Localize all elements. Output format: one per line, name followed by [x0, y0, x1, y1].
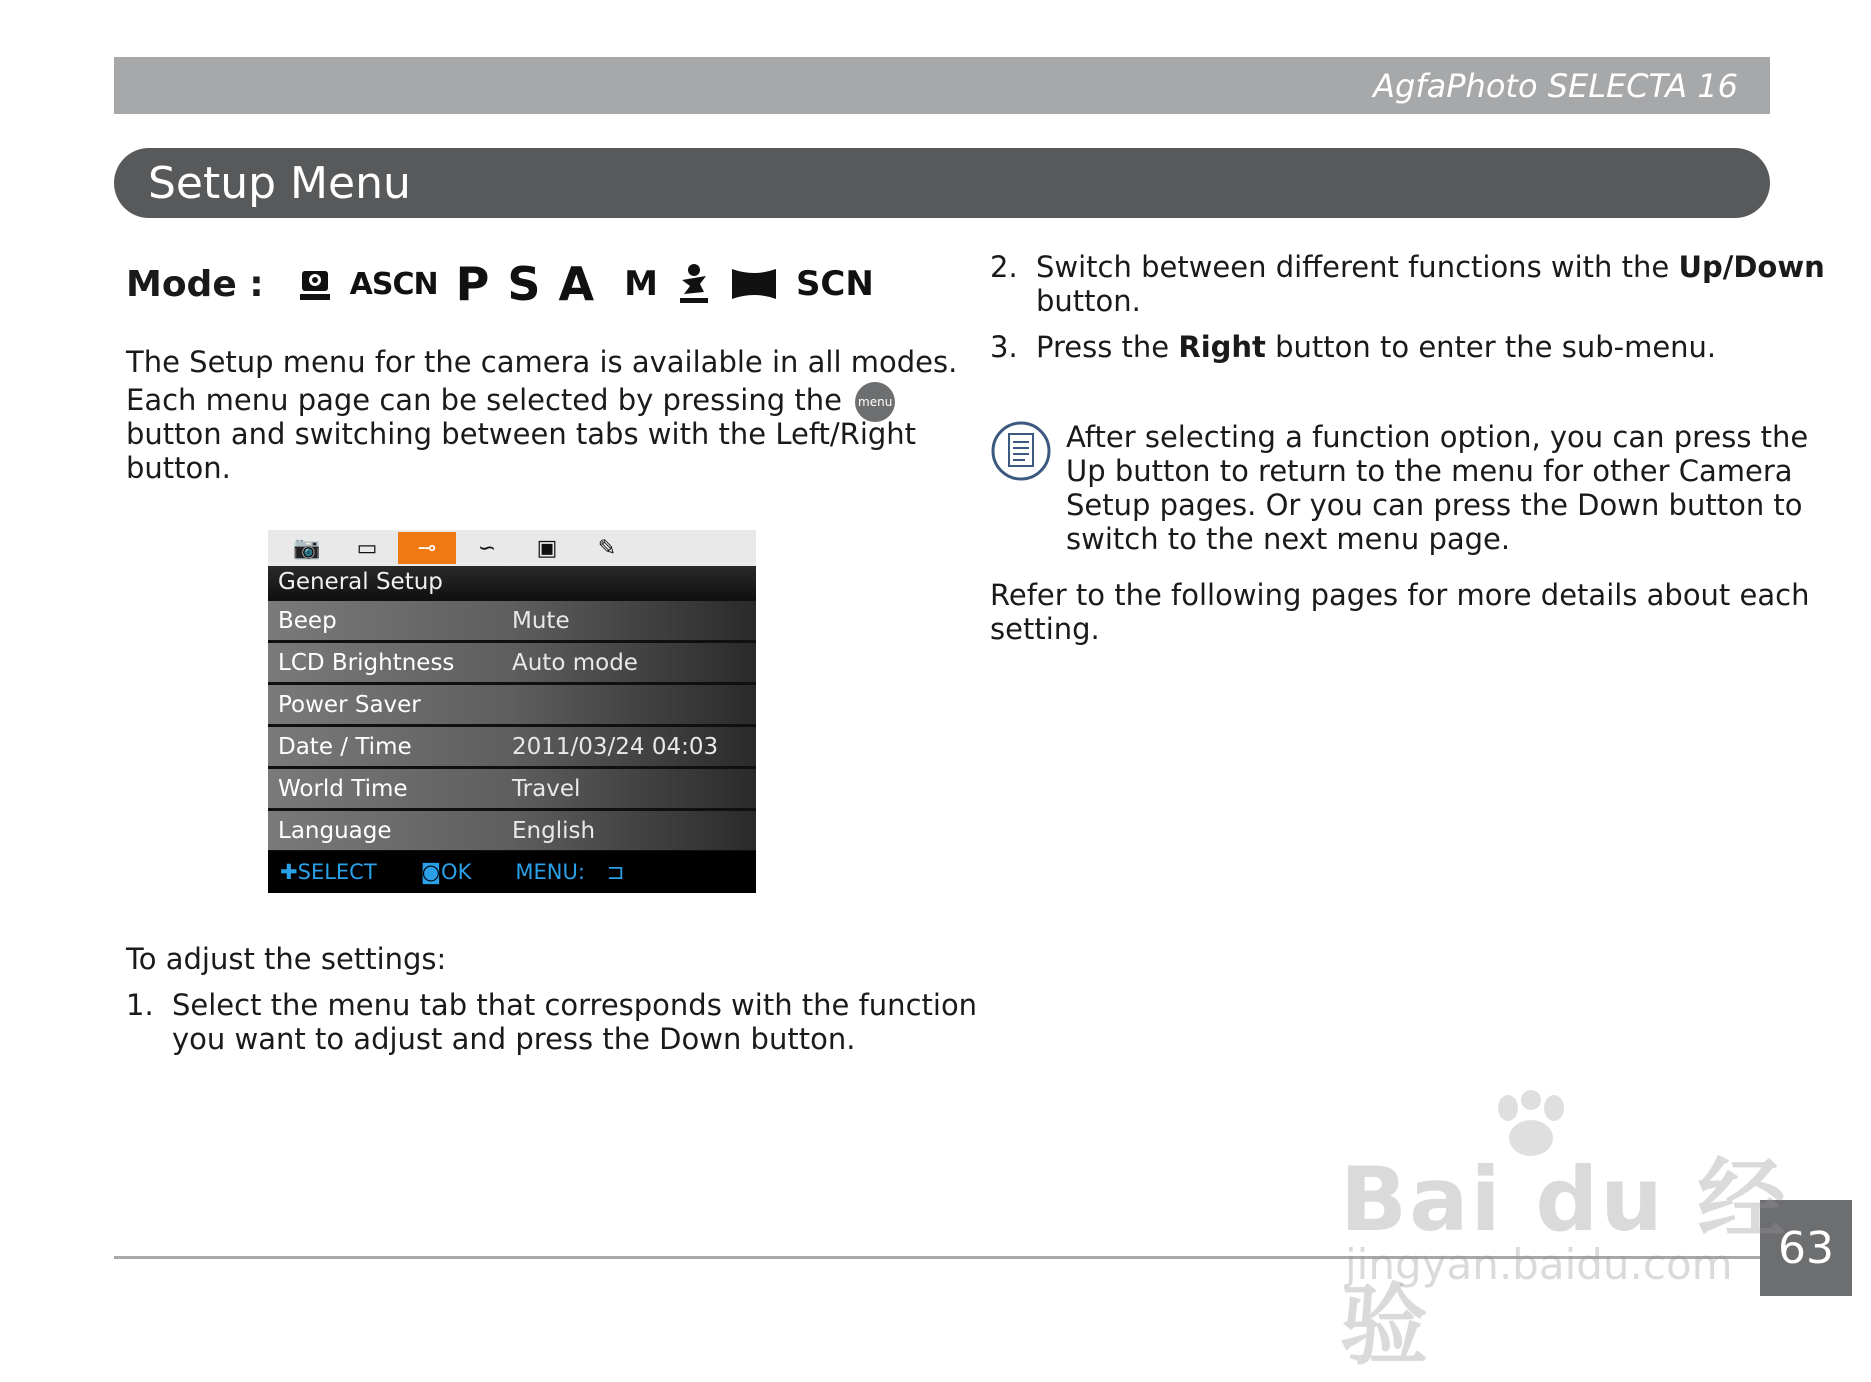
lcd-tab-bar: [268, 530, 756, 566]
lcd-row-key: Language: [278, 817, 392, 844]
page-number: 63: [1760, 1200, 1852, 1296]
intro-line-3: button and switching between tabs with the Left/Right: [126, 417, 917, 451]
watermark-brand: Bai du 经验: [1340, 1148, 1788, 1377]
portrait-scene-icon: [676, 262, 712, 306]
auto-camera-icon: [298, 265, 332, 303]
adjust-heading: To adjust the settings:: [126, 942, 447, 976]
ascn-icon: ASCN: [349, 266, 438, 302]
camera-lcd-screenshot: [268, 530, 756, 893]
menu-button-icon: menu: [855, 382, 895, 422]
shutter-priority-icon: S: [507, 257, 541, 311]
lcd-row-key: Date / Time: [278, 733, 412, 760]
lcd-row: [268, 811, 756, 850]
mode-label: Mode :: [126, 263, 264, 305]
lcd-row-value: Mute: [512, 607, 570, 634]
watermark-url: jingyan.baidu.com: [1345, 1240, 1733, 1289]
scn-icon: SCN: [795, 264, 874, 304]
panorama-icon: [730, 265, 778, 303]
lcd-row: [268, 685, 756, 724]
camera-tab-icon: 📷: [293, 535, 321, 561]
note-line-2: Up button to return to the menu for other Camera: [1066, 454, 1793, 488]
note-line-3: Setup pages. Or you can press the Down button to: [1066, 488, 1803, 522]
header-bar: [114, 57, 1770, 114]
refer-line-1: Refer to the following pages for more details about each: [990, 578, 1810, 612]
lcd-row-value: Auto mode: [512, 649, 638, 676]
lcd-row-value: English: [512, 817, 596, 844]
note-icon: [990, 420, 1052, 482]
lcd-row-value: Travel: [512, 775, 581, 802]
lcd-row-value: 2011/03/24 04:03: [512, 733, 719, 760]
manual-mode-icon: M: [624, 264, 658, 304]
aperture-priority-icon: A: [558, 257, 595, 311]
step2-line-2: button.: [1036, 284, 1141, 318]
note-line-4: switch to the next menu page.: [1066, 522, 1511, 556]
step2-number: 2.: [990, 250, 1018, 284]
program-mode-icon: P: [455, 257, 490, 311]
lcd-footer: [268, 851, 756, 893]
refer-line-2: setting.: [990, 612, 1100, 646]
print-tab-icon: ▣: [536, 535, 558, 561]
intro-line-2-text: Each menu page can be selected by pressing the: [126, 383, 842, 417]
step3-text-end: button to enter the sub-menu.: [1265, 330, 1717, 364]
setup-tab-icon: ⊸: [398, 532, 456, 564]
intro-line-1: The Setup menu for the camera is available in all modes.: [126, 345, 958, 379]
step1-number: 1.: [126, 988, 154, 1022]
transfer-tab-icon: ∽: [477, 535, 497, 561]
lcd-row-key: World Time: [278, 775, 408, 802]
step3-text: Press the: [1036, 330, 1179, 364]
lcd-row: [268, 727, 756, 766]
lcd-row: [268, 643, 756, 682]
step2-bold: Up/Down: [1678, 250, 1825, 284]
step1-line-2: you want to adjust and press the Down button.: [172, 1022, 856, 1056]
lcd-row-key: Beep: [278, 607, 337, 634]
step2-text: Switch between different functions with the: [1036, 250, 1679, 284]
lcd-row-key: LCD Brightness: [278, 649, 455, 676]
lcd-footer-ok-label: OK: [441, 860, 472, 884]
step3-line: [1036, 330, 1716, 365]
section-title-bar: [114, 148, 1770, 218]
section-title: Setup Menu: [148, 157, 411, 209]
lcd-footer-menu: MENU: ⊐: [515, 860, 625, 884]
lcd-footer-select-label: SELECT: [297, 860, 377, 884]
step3-number: 3.: [990, 330, 1018, 364]
lcd-footer-menu-label: MENU:: [515, 860, 585, 884]
lcd-title: General Setup: [268, 566, 756, 598]
lcd-row: [268, 601, 756, 640]
step1-line-1: Select the menu tab that corresponds with the function: [172, 988, 978, 1022]
intro-line-2: [126, 382, 895, 422]
edit-tab-icon: ✎: [597, 535, 617, 561]
lcd-footer-ok: ◙OK: [420, 860, 472, 884]
lcd-footer-select: ✚SELECT: [280, 860, 377, 884]
note-line-1: After selecting a function option, you can press the: [1066, 420, 1809, 454]
step3-bold: Right: [1178, 330, 1266, 364]
step2-line-1: [1036, 250, 1825, 285]
lcd-row-key: Power Saver: [278, 691, 421, 718]
display-tab-icon: ▭: [356, 535, 378, 561]
mode-row: [126, 254, 892, 314]
intro-line-4: button.: [126, 451, 231, 485]
product-name: AgfaPhoto SELECTA 16: [1373, 66, 1738, 105]
lcd-row: [268, 769, 756, 808]
